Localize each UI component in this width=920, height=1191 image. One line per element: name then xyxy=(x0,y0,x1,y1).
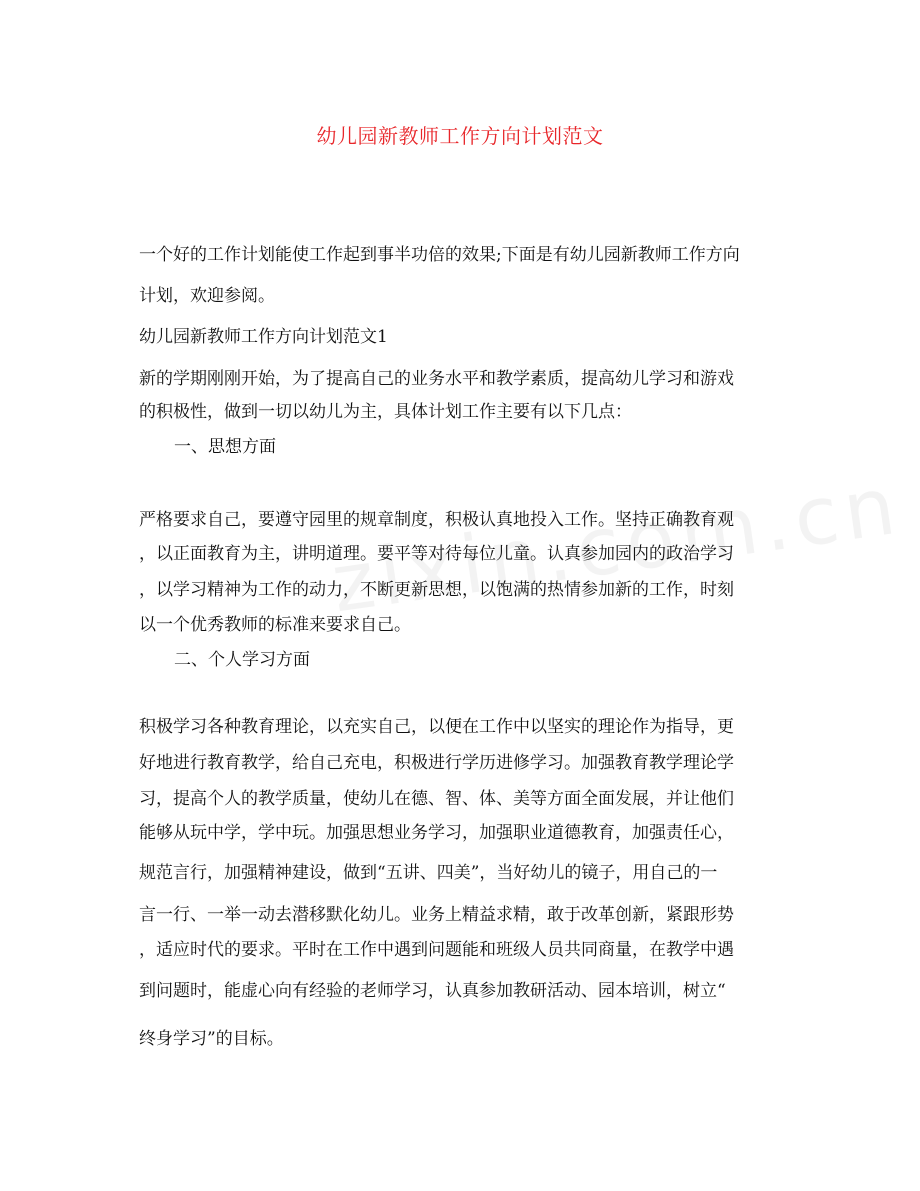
document-title: 幼儿园新教师工作方向计划范文 xyxy=(316,124,604,148)
paragraph-line: 新的学期刚刚开始，为了提高自己的业务水平和教学素质，提高幼儿学习和游戏 xyxy=(139,369,734,389)
intro-line-2: 计划，欢迎参阅。 xyxy=(139,286,275,306)
paragraph-line: 言一行、一举一动去潜移默化幼儿。业务上精益求精，敢于改革创新，紧跟形势 xyxy=(139,905,734,925)
paragraph-line: 的积极性，做到一切以幼儿为主，具体计划工作主要有以下几点： xyxy=(139,402,632,422)
paragraph-line: ，适应时代的要求。平时在工作中遇到问题能和班级人员共同商量，在教学中遇 xyxy=(139,940,734,960)
paragraph-line: 积极学习各种教育理论，以充实自己，以便在工作中以坚实的理论作为指导，更 xyxy=(139,717,734,737)
paragraph-line: ，以学习精神为工作的动力，不断更新思想，以饱满的热情参加新的工作，时刻 xyxy=(139,580,734,600)
paragraph-line: 以一个优秀教师的标准来要求自己。 xyxy=(139,615,411,635)
paragraph-line: 规范言行，加强精神建设，做到“五讲、四美”，当好幼儿的镜子，用自己的一 xyxy=(139,863,718,883)
paragraph-line: 终身学习”的目标。 xyxy=(139,1029,284,1049)
paragraph-line: 好地进行教育教学，给自己充电，积极进行学历进修学习。加强教育教学理论学 xyxy=(139,753,734,773)
section-heading-plan-1: 幼儿园新教师工作方向计划范文1 xyxy=(139,327,388,347)
subheading-personal-study: 二、个人学习方面 xyxy=(174,650,310,670)
paragraph-line: 严格要求自己，要遵守园里的规章制度，积极认真地投入工作。坚持正确教育观 xyxy=(139,510,734,530)
paragraph-line: 习，提高个人的教学质量，使幼儿在德、智、体、美等方面全面发展，并让他们 xyxy=(139,789,734,809)
paragraph-line: ，以正面教育为主，讲明道理。要平等对待每位儿童。认真参加园内的政治学习 xyxy=(139,544,734,564)
paragraph-line: 能够从玩中学，学中玩。加强思想业务学习，加强职业道德教育，加强责任心， xyxy=(139,823,734,843)
subheading-thought: 一、思想方面 xyxy=(174,437,276,457)
intro-line-1: 一个好的工作计划能使工作起到事半功倍的效果;下面是有幼儿园新教师工作方向 xyxy=(139,245,740,265)
paragraph-line: 到问题时，能虚心向有经验的老师学习，认真参加教研活动、园本培训，树立“ xyxy=(139,981,726,1001)
